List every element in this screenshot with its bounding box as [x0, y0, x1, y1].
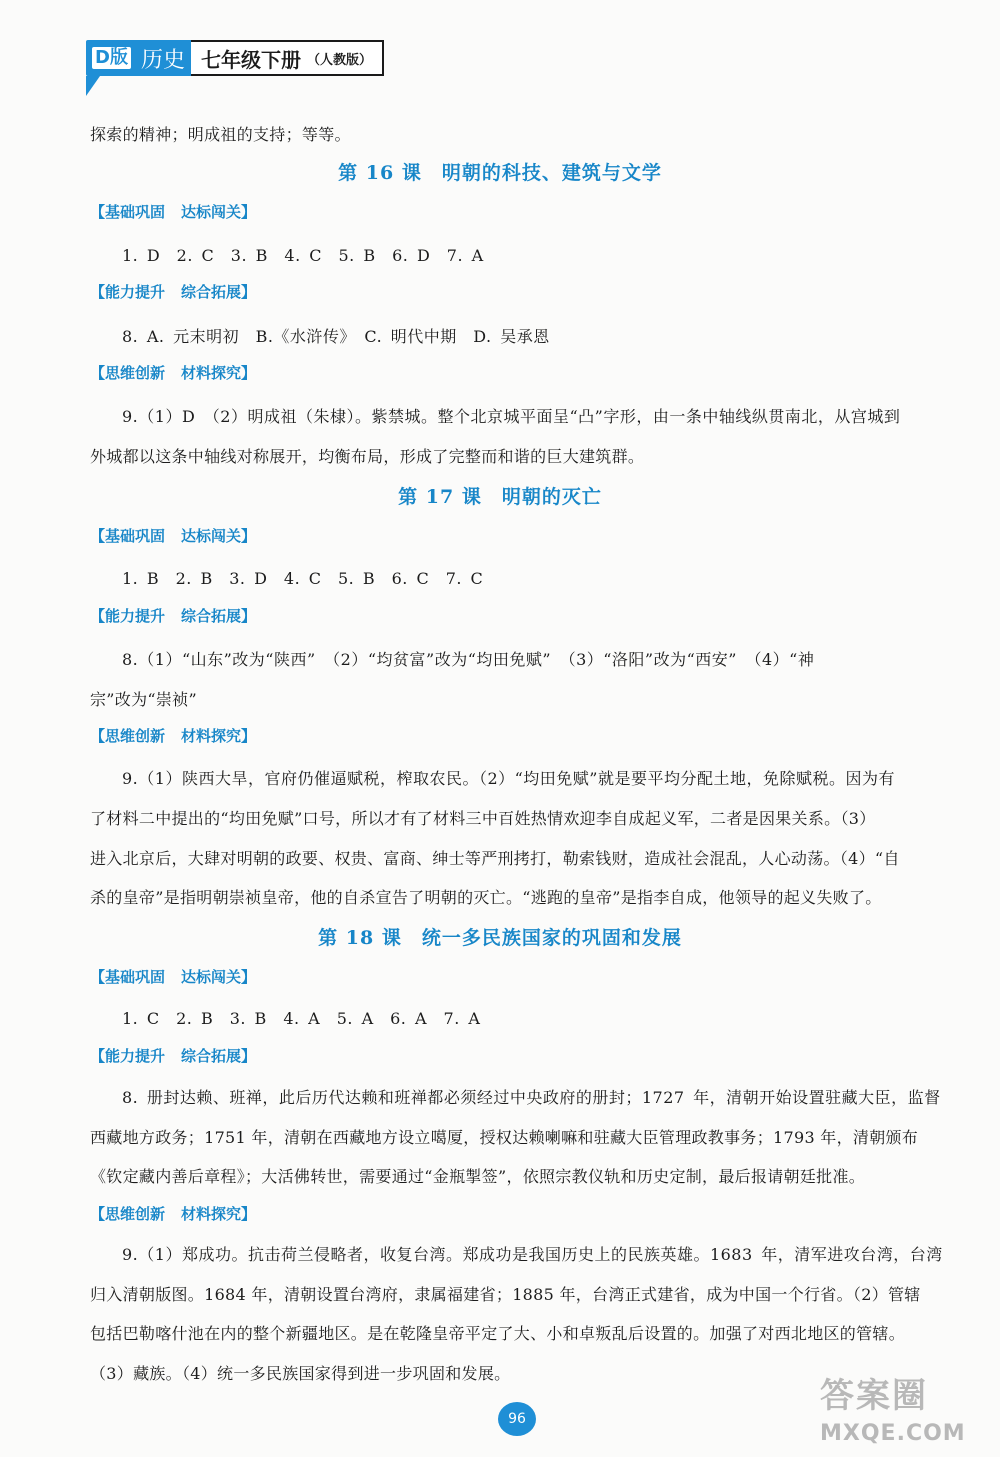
page-number: 96	[498, 1402, 536, 1436]
tag-part: 【能力提升	[90, 607, 166, 625]
lesson-16-think-line-1: 9.（1）D （2）明成祖（朱棣）。紫禁城。整个北京城平面呈“凸”字形，由一条中轴线纵贯南北，从宫城到	[122, 407, 901, 426]
lesson-16-ability-answer: 8. A. 元末明初 B.《水浒传》 C. 明代中期 D. 吴承恩	[122, 327, 550, 346]
tag-part: 综合拓展】	[181, 607, 257, 625]
lesson-17-basic-answers: 1. B 2. B 3. D 4. C 5. B 6. C 7. C	[122, 569, 484, 588]
tag-part: 材料探究】	[181, 727, 257, 745]
lesson-16-ability-tag	[90, 281, 256, 302]
lesson-16-think-line-2: 外城都以这条中轴线对称展开，均衡布局，形成了完整而和谐的巨大建筑群。	[90, 447, 645, 466]
header-edition-subject	[86, 40, 191, 76]
tag-part: 达标闯关】	[181, 527, 257, 545]
tag-part: 材料探究】	[181, 364, 257, 382]
tag-part: 综合拓展】	[181, 1047, 257, 1065]
lesson-18-ability-tag	[90, 1045, 256, 1066]
tag-part: 【基础巩固	[90, 203, 166, 221]
tag-part: 达标闯关】	[181, 968, 257, 986]
lesson-17-ability-line-1: 8.（1）“山东”改为“陕西” （2）“均贫富”改为“均田免赋” （3）“洛阳”改为“西安” （4）“神	[122, 650, 815, 669]
lesson-18-think-line-3: 包括巴勒喀什池在内的整个新疆地区。是在乾隆皇帝平定了大、小和卓叛乱后设置的。加强了对西北地区的管辖。	[90, 1324, 906, 1343]
lesson-17-think-line-2: 了材料二中提出的“均田免赋”口号，所以才有了材料三中百姓热情欢迎李自成起义军，二者是因果关系。（3）	[90, 809, 876, 828]
lesson-18-think-line-1: 9.（1）郑成功。抗击荷兰侵略者，收复台湾。郑成功是我国历史上的民族英雄。1683 年，清军进攻台湾，台湾	[122, 1245, 943, 1264]
lesson-18-think-line-2: 归入清朝版图。1684 年，清朝设置台湾府，隶属福建省；1885 年，台湾正式建省，成为中国一个行省。（2）管辖	[90, 1285, 921, 1304]
lesson-18-ability-line-3: 《钦定藏内善后章程》；大活佛转世，需要通过“金瓶掣签”，依照宗教仪轨和历史定制，最后报请朝廷批准。	[90, 1167, 866, 1186]
lesson-17-think-tag	[90, 725, 256, 746]
tag-part: 综合拓展】	[181, 283, 257, 301]
lesson-17-title: 第 17 课 明朝的灭亡	[398, 486, 602, 508]
edition-label: D版	[92, 47, 131, 69]
lesson-17-ability-line-2: 宗”改为“崇祯”	[90, 690, 197, 709]
book-header	[86, 40, 384, 76]
lesson-18-think-line-4: （3）藏族。（4）统一多民族国家得到进一步巩固和发展。	[90, 1364, 511, 1383]
lesson-18-basic-tag	[90, 966, 256, 987]
tag-part: 【思维创新	[90, 1205, 166, 1223]
lesson-17-think-line-4: 杀的皇帝”是指明朝崇祯皇帝，他的自杀宣告了明朝的灭亡。“逃跑的皇帝”是指李自成，他领导的起义失败了。	[90, 888, 882, 907]
watermark-bottom: MXQE.COM	[820, 1421, 966, 1446]
tag-part: 材料探究】	[181, 1205, 257, 1223]
lesson-18-ability-line-1: 8. 册封达赖、班禅，此后历代达赖和班禅都必须经过中央政府的册封；1727 年，清朝开始设置驻藏大臣，监督	[122, 1088, 941, 1107]
grade-label: 七年级下册	[200, 47, 301, 72]
tag-part: 【基础巩固	[90, 527, 166, 545]
site-watermark	[820, 1368, 990, 1448]
lesson-16-basic-tag	[90, 201, 256, 222]
publisher-label: （人教版）	[306, 52, 372, 68]
tag-part: 达标闯关】	[181, 203, 257, 221]
lesson-17-think-line-3: 进入北京后，大肆对明朝的政要、权贵、富商、绅士等严刑拷打，勒索钱财，造成社会混乱，人心动荡。（4）“自	[90, 849, 900, 868]
lesson-16-title: 第 16 课 明朝的科技、建筑与文学	[338, 162, 662, 184]
lesson-16-basic-answers: 1. D 2. C 3. B 4. C 5. B 6. D 7. A	[122, 246, 484, 265]
lesson-18-ability-line-2: 西藏地方政务；1751 年，清朝在西藏地方设立噶厦，授权达赖喇嘛和驻藏大臣管理政教事务；1793 年，清朝颁布	[90, 1128, 919, 1147]
subject-label: 历史	[140, 47, 185, 73]
intro-line: 探索的精神；明成祖的支持；等等。	[90, 125, 351, 144]
lesson-18-title: 第 18 课 统一多民族国家的巩固和发展	[318, 927, 682, 949]
header-grade-box	[191, 40, 384, 76]
watermark-top: 答案圈	[820, 1376, 928, 1416]
lesson-17-basic-tag	[90, 525, 256, 546]
header-tail-decoration	[86, 76, 100, 96]
lesson-18-think-tag	[90, 1203, 256, 1224]
lesson-17-ability-tag	[90, 605, 256, 626]
lesson-17-think-line-1: 9.（1）陕西大旱，官府仍催逼赋税，榨取农民。（2）“均田免赋”就是要平均分配土地，免除赋税。因为有	[122, 769, 895, 788]
tag-part: 【能力提升	[90, 283, 166, 301]
tag-part: 【思维创新	[90, 364, 166, 382]
tag-part: 【能力提升	[90, 1047, 166, 1065]
lesson-18-basic-answers: 1. C 2. B 3. B 4. A 5. A 6. A 7. A	[122, 1009, 481, 1028]
tag-part: 【思维创新	[90, 727, 166, 745]
lesson-16-think-tag	[90, 362, 256, 383]
tag-part: 【基础巩固	[90, 968, 166, 986]
